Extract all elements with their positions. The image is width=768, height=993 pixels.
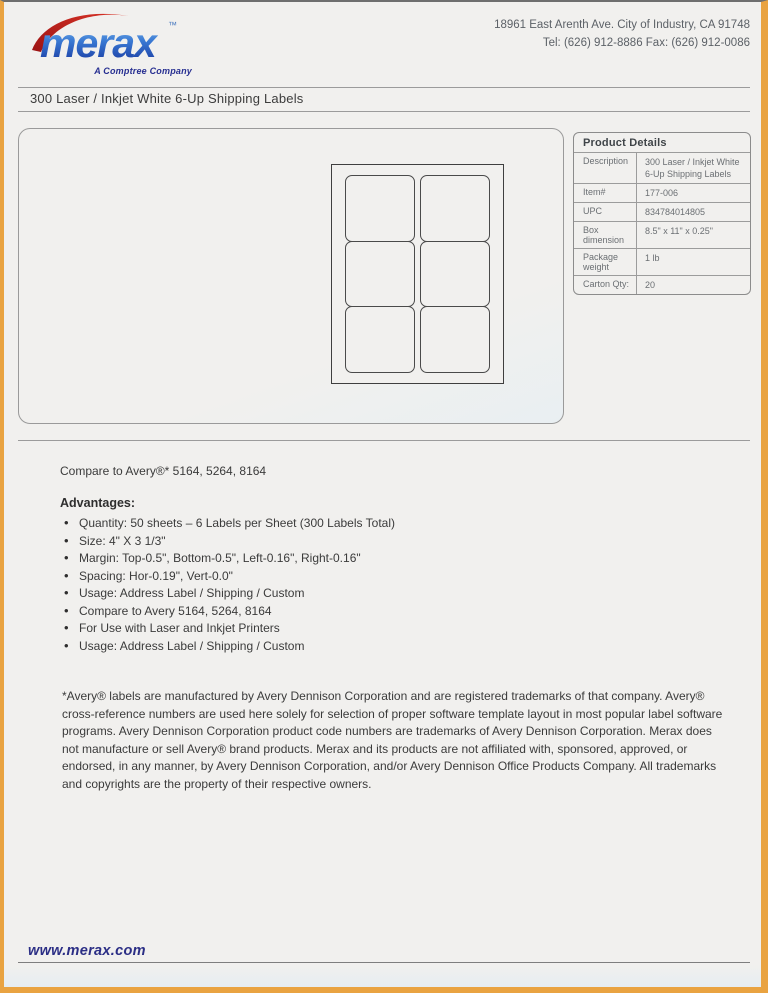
product-detail-label: Carton Qty: <box>583 279 630 289</box>
product-detail-label: UPC <box>583 206 603 216</box>
product-detail-value: 1 lb <box>636 249 750 275</box>
footer-band <box>4 965 761 987</box>
product-details-row <box>574 248 750 275</box>
trademark-disclaimer: *Avery® labels are manufactured by Avery Dennison Corporation and are registered trademarks of that company. Avery® cross-reference numbers are used here solely for selection of proper software template layout in most popular label software programs. Avery Dennison Corporation product code numbers are trademarks of Avery Dennison Corporation. Merax does not manufacture or sell Avery® brand products. Merax and its products are not affiliated with, sponsored, approved, or endorsed, in any manner, by Avery Dennison Corporation, and/or Avery Dennison Office Products Company. All trademarks and copyrights are the property of their respective owners. <box>62 689 723 791</box>
product-details-title: Product Details <box>583 137 667 149</box>
product-detail-label: Box dimension <box>583 225 625 245</box>
label-cell <box>420 306 490 373</box>
label-sheet-grid <box>331 164 504 384</box>
label-cell <box>345 306 415 373</box>
title-divider-top <box>18 87 750 88</box>
product-detail-value: 20 <box>636 276 750 294</box>
section-divider <box>18 440 750 441</box>
product-detail-value: 300 Laser / Inkjet White 6-Up Shipping Labels <box>636 153 750 183</box>
advantages-heading: Advantages: <box>60 496 136 510</box>
product-details-row <box>574 152 750 183</box>
logo-tagline: A Comptree Company <box>94 66 192 76</box>
logo-wordmark: merax <box>40 20 156 66</box>
logo-trademark: ™ <box>168 20 177 30</box>
label-column <box>420 175 490 373</box>
label-diagram-panel <box>18 128 564 424</box>
product-details-row <box>574 183 750 202</box>
footer-divider <box>18 962 750 963</box>
label-cell <box>420 175 490 242</box>
merax-logo-graphic <box>28 12 198 68</box>
advantage-item: • Spacing: Hor-0.19", Vert-0.0" <box>62 568 395 586</box>
phone-fax-line: Tel: (626) 912-8886 Fax: (626) 912-0086 <box>542 37 750 49</box>
page-title: 300 Laser / Inkjet White 6-Up Shipping Labels <box>30 91 304 106</box>
product-detail-value: 177-006 <box>636 184 750 202</box>
advantage-item: • Usage: Address Label / Shipping / Custom <box>62 585 395 603</box>
advantage-item: • For Use with Laser and Inkjet Printers <box>62 620 395 638</box>
label-cell <box>420 241 490 308</box>
product-detail-value: 834784014805 <box>636 203 750 221</box>
product-detail-value: 8.5" x 11" x 0.25" <box>636 222 750 248</box>
advantage-item: • Size: 4" X 3 1/3" <box>62 533 395 551</box>
advantage-item: • Compare to Avery 5164, 5264, 8164 <box>62 603 395 621</box>
label-cell <box>345 175 415 242</box>
company-address <box>494 16 750 52</box>
product-details-row <box>574 275 750 294</box>
advantage-item: • Usage: Address Label / Shipping / Custom <box>62 638 395 656</box>
address-line: 18961 East Arenth Ave. City of Industry, CA 91748 <box>494 19 750 31</box>
product-detail-label: Description <box>583 156 629 166</box>
product-detail-label: Item# <box>583 187 606 197</box>
label-column <box>345 175 415 373</box>
website-link[interactable]: www.merax.com <box>28 943 146 959</box>
advantage-item: • Quantity: 50 sheets – 6 Labels per Sheet (300 Labels Total) <box>62 515 395 533</box>
label-cell <box>345 241 415 308</box>
advantage-item: • Margin: Top-0.5", Bottom-0.5", Left-0.16", Right-0.16" <box>62 550 395 568</box>
product-details-row <box>574 221 750 248</box>
compare-to-avery-line: Compare to Avery®* 5164, 5264, 8164 <box>60 464 267 478</box>
product-detail-label: Package weight <box>583 252 619 272</box>
product-details-rows <box>574 152 750 294</box>
merax-logo <box>28 12 198 76</box>
product-details-row <box>574 202 750 221</box>
advantages-list <box>62 515 395 655</box>
product-details-table <box>573 132 751 295</box>
title-divider-bottom <box>18 111 750 112</box>
